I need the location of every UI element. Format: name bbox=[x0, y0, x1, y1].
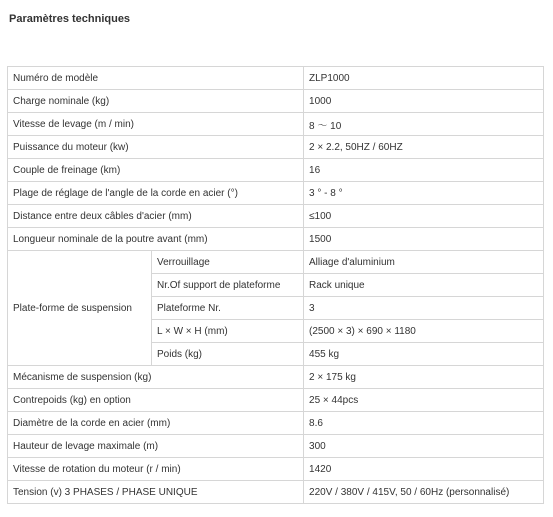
sub-spec-label: L × W × H (mm) bbox=[152, 320, 304, 343]
table-row bbox=[8, 205, 544, 228]
spec-label: Longueur nominale de la poutre avant (mm) bbox=[8, 228, 304, 251]
table-row bbox=[8, 458, 544, 481]
spec-value: 25 × 44pcs bbox=[304, 389, 544, 412]
spec-value: 2 × 175 kg bbox=[304, 366, 544, 389]
table-row bbox=[8, 67, 544, 90]
spec-label: Vitesse de rotation du moteur (r / min) bbox=[8, 458, 304, 481]
table-row bbox=[8, 435, 544, 458]
spec-label: Distance entre deux câbles d'acier (mm) bbox=[8, 205, 304, 228]
spec-value: 8 ～ 10 bbox=[304, 113, 544, 136]
table-row bbox=[8, 228, 544, 251]
spec-label: Couple de freinage (km) bbox=[8, 159, 304, 182]
table-row bbox=[8, 90, 544, 113]
sub-spec-label: Poids (kg) bbox=[152, 343, 304, 366]
page-title: Paramètres techniques bbox=[9, 13, 131, 25]
table-row bbox=[8, 389, 544, 412]
table-row bbox=[8, 366, 544, 389]
spec-label: Contrepoids (kg) en option bbox=[8, 389, 304, 412]
spec-value: 2 × 2.2, 50HZ / 60HZ bbox=[304, 136, 544, 159]
spec-label: Tension (v) 3 PHASES / PHASE UNIQUE bbox=[8, 481, 304, 504]
sub-spec-label: Plateforme Nr. bbox=[152, 297, 304, 320]
spec-value: 3 ° - 8 ° bbox=[304, 182, 544, 205]
spec-value: 8.6 bbox=[304, 412, 544, 435]
table-row bbox=[8, 136, 544, 159]
spec-value: 1500 bbox=[304, 228, 544, 251]
spec-label: Puissance du moteur (kw) bbox=[8, 136, 304, 159]
table-row bbox=[8, 412, 544, 435]
spec-value: ≤100 bbox=[304, 205, 544, 228]
spec-label: Charge nominale (kg) bbox=[8, 90, 304, 113]
sub-spec-label: Nr.Of support de plateforme bbox=[152, 274, 304, 297]
spec-value: 1000 bbox=[304, 90, 544, 113]
spec-value: Alliage d'aluminium bbox=[304, 251, 544, 274]
table-row bbox=[8, 251, 544, 274]
spec-value: 16 bbox=[304, 159, 544, 182]
table-row bbox=[8, 113, 544, 136]
spec-value: 455 kg bbox=[304, 343, 544, 366]
spec-value: 3 bbox=[304, 297, 544, 320]
spec-value: 1420 bbox=[304, 458, 544, 481]
spec-value: 220V / 380V / 415V, 50 / 60Hz (personnalisé) bbox=[304, 481, 544, 504]
spec-value: ZLP1000 bbox=[304, 67, 544, 90]
spec-label: Mécanisme de suspension (kg) bbox=[8, 366, 304, 389]
spec-label: Vitesse de levage (m / min) bbox=[8, 113, 304, 136]
spec-label: Hauteur de levage maximale (m) bbox=[8, 435, 304, 458]
table-row bbox=[8, 159, 544, 182]
spec-label: Numéro de modèle bbox=[8, 67, 304, 90]
spec-label: Diamètre de la corde en acier (mm) bbox=[8, 412, 304, 435]
group-label: Plate-forme de suspension bbox=[8, 251, 152, 366]
spec-value: Rack unique bbox=[304, 274, 544, 297]
spec-value: (2500 × 3) × 690 × 1180 bbox=[304, 320, 544, 343]
spec-value: 300 bbox=[304, 435, 544, 458]
table-row bbox=[8, 481, 544, 504]
spec-label: Plage de réglage de l'angle de la corde en acier (°) bbox=[8, 182, 304, 205]
sub-spec-label: Verrouillage bbox=[152, 251, 304, 274]
spec-table bbox=[7, 66, 544, 504]
table-row bbox=[8, 182, 544, 205]
